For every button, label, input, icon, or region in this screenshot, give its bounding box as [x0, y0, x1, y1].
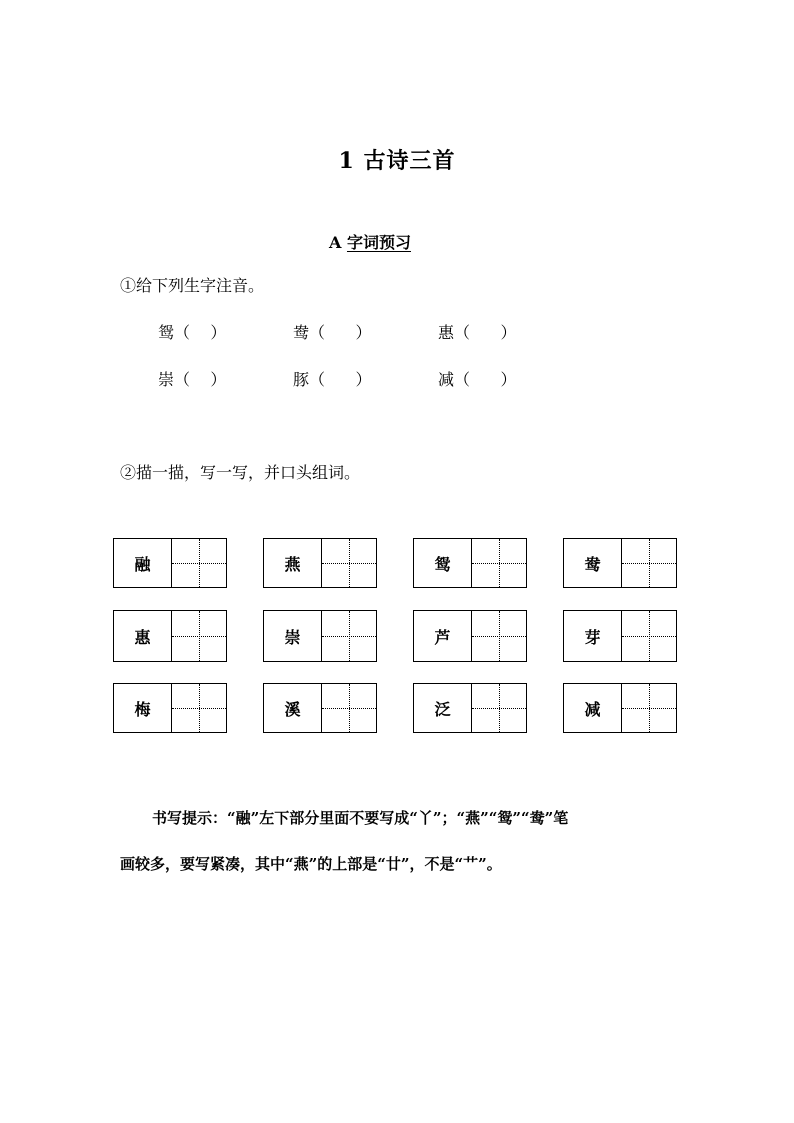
character-grid [563, 683, 677, 733]
character-grid [113, 683, 227, 733]
character-grid [263, 610, 377, 662]
character-grid [413, 683, 527, 733]
character-grid [563, 538, 677, 588]
printed-character: 燕 [264, 539, 322, 587]
pinyin-item: 鸯（ ） [293, 323, 372, 342]
printed-character: 溪 [264, 684, 322, 732]
practice-box[interactable] [472, 539, 526, 587]
printed-character: 鸯 [564, 539, 622, 587]
printed-character: 融 [114, 539, 172, 587]
practice-box[interactable] [172, 539, 226, 587]
printed-character: 芽 [564, 611, 622, 661]
printed-character: 泛 [414, 684, 472, 732]
character-grid [113, 538, 227, 588]
practice-box[interactable] [322, 539, 376, 587]
practice-box[interactable] [322, 684, 376, 732]
page-title: 1 古诗三首 [338, 148, 456, 174]
section-heading-text: 字词预习 [346, 233, 411, 252]
printed-character: 芦 [414, 611, 472, 661]
practice-box[interactable] [472, 684, 526, 732]
section-prefix: A [329, 233, 347, 252]
character-grid [263, 538, 377, 588]
task1-instruction: ①给下列生字注音。 [120, 276, 265, 295]
practice-box[interactable] [172, 684, 226, 732]
practice-box[interactable] [322, 611, 376, 661]
practice-box[interactable] [622, 539, 676, 587]
section-heading [0, 230, 740, 253]
printed-character: 惠 [114, 611, 172, 661]
character-grid [413, 538, 527, 588]
writing-hint-line: 书写提示：“融”左下部分里面不要写成“丫”；“燕”“鸳”“鸯”笔 [152, 809, 569, 827]
practice-box[interactable] [622, 684, 676, 732]
writing-hint [120, 795, 680, 887]
pinyin-item: 鸳（ ） [158, 323, 227, 342]
pinyin-item: 豚（ ） [293, 370, 372, 389]
character-grid [413, 610, 527, 662]
writing-hint-line: 画较多，要写紧凑，其中“燕”的上部是“廿”，不是“艹”。 [120, 855, 502, 873]
character-grid [563, 610, 677, 662]
task2-instruction: ②描一描，写一写，并口头组词。 [120, 463, 361, 482]
printed-character: 减 [564, 684, 622, 732]
pinyin-item: 崇（ ） [158, 370, 227, 389]
printed-character: 鸳 [414, 539, 472, 587]
practice-box[interactable] [622, 611, 676, 661]
printed-character: 崇 [264, 611, 322, 661]
printed-character: 梅 [114, 684, 172, 732]
character-grid [263, 683, 377, 733]
character-grid [113, 610, 227, 662]
pinyin-item: 减（ ） [438, 370, 517, 389]
practice-box[interactable] [472, 611, 526, 661]
practice-box[interactable] [172, 611, 226, 661]
pinyin-item: 惠（ ） [438, 323, 517, 342]
